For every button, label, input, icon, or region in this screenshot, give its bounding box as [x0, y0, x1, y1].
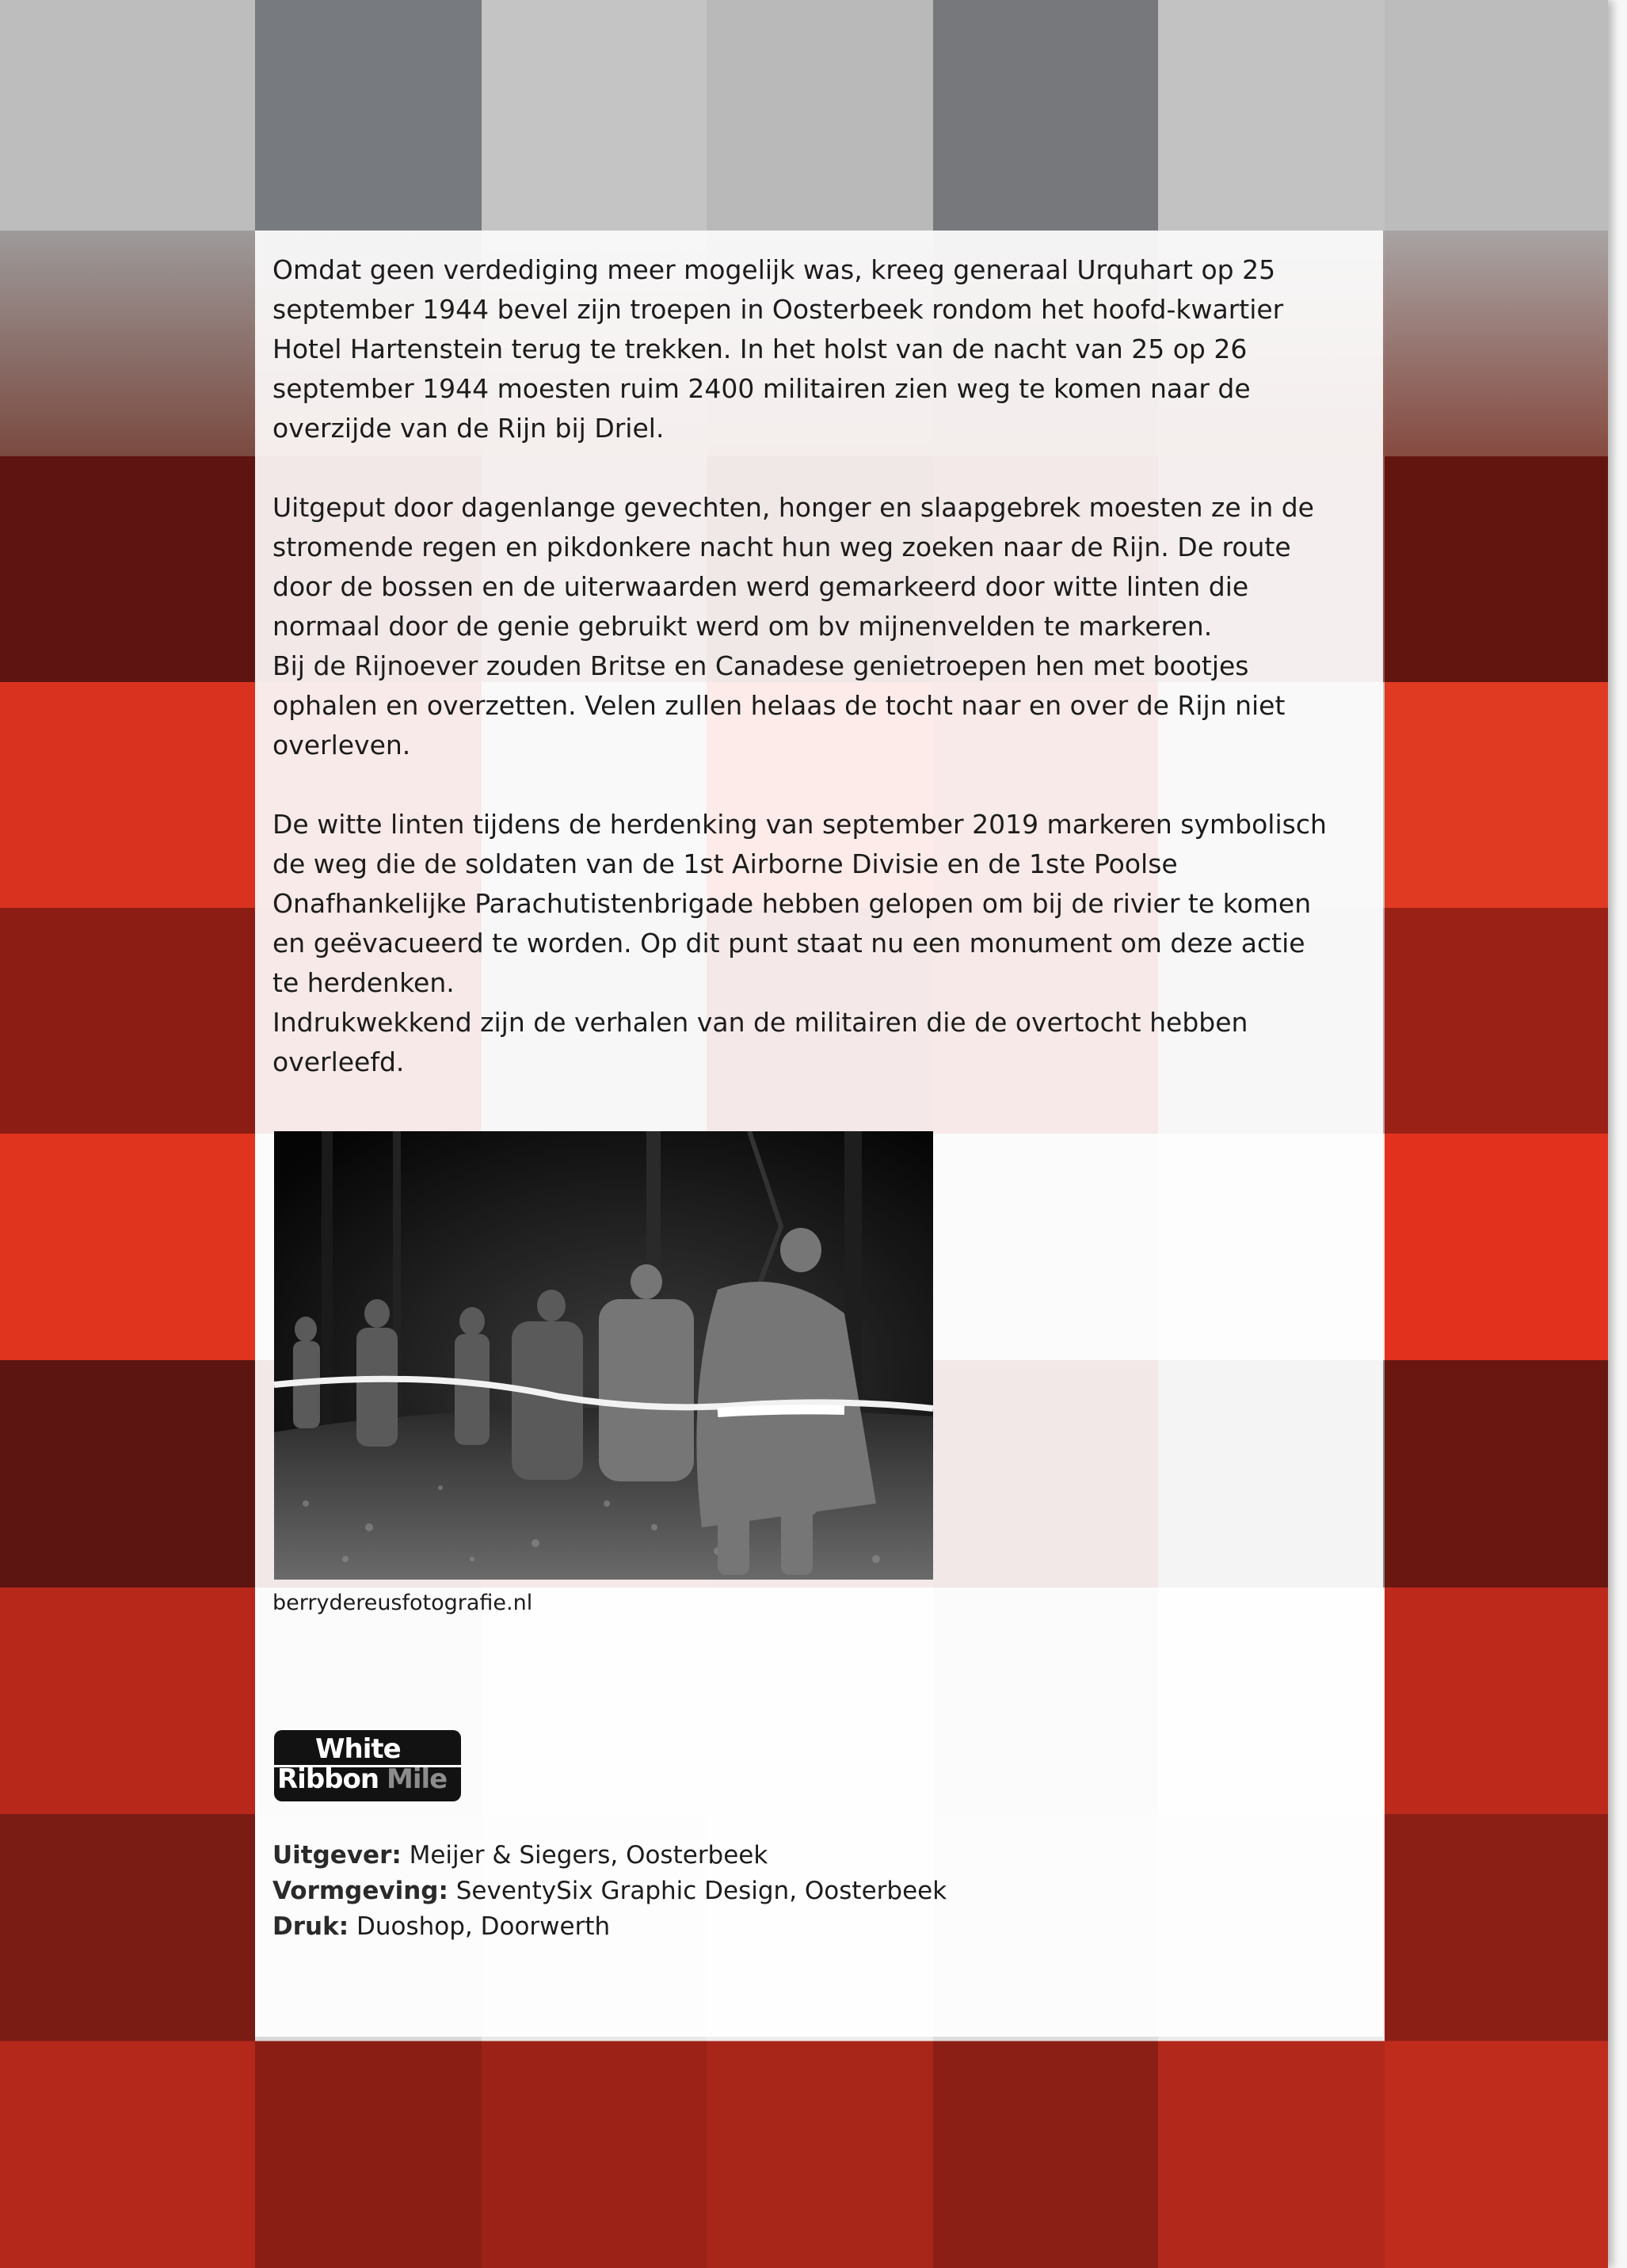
bg-cell [707, 0, 933, 231]
bg-cell [1385, 682, 1608, 908]
bg-cell [1385, 1134, 1608, 1360]
bg-cell [0, 231, 255, 456]
bg-cell [0, 0, 255, 231]
publisher-value: Meijer & Siegers, Oosterbeek [409, 1841, 768, 1870]
bg-cell [0, 908, 255, 1134]
photo-illustration [274, 1131, 933, 1580]
bg-cell [482, 0, 707, 231]
article-text [272, 250, 1334, 1122]
bg-cell [1385, 456, 1608, 682]
publisher-label: Uitgever: [272, 1841, 402, 1870]
logo-text-white: White [315, 1733, 401, 1765]
bg-cell [0, 1360, 255, 1588]
colophon-design [272, 1873, 947, 1909]
print-label: Druk: [272, 1912, 349, 1941]
bg-cell [1385, 908, 1608, 1134]
design-value: SeventySix Graphic Design, Oosterbeek [455, 1877, 947, 1905]
bg-cell [1385, 231, 1608, 456]
bg-cell [0, 682, 255, 908]
design-label: Vormgeving: [272, 1877, 448, 1905]
night-evacuation-photo [274, 1131, 933, 1580]
bg-cell [0, 456, 255, 682]
print-value: Duoshop, Doorwerth [356, 1912, 611, 1941]
bg-cell [1158, 0, 1385, 231]
bg-cell [1385, 1360, 1608, 1588]
paragraph-5: Indrukwekkend zijn de verhalen van de militairen die de overtocht hebben overleefd. [272, 1007, 1248, 1077]
colophon-publisher [272, 1838, 947, 1873]
bg-cell [1385, 0, 1608, 231]
bg-cell [0, 1134, 255, 1360]
colophon-print [272, 1909, 947, 1945]
bg-cell [255, 0, 482, 231]
bg-cell [1385, 1814, 1608, 2268]
colophon [272, 1838, 947, 1945]
photo-credit: berrydereusfotografie.nl [272, 1591, 533, 1615]
white-ribbon-mile-logo [274, 1730, 461, 1801]
paragraph-4: De witte linten tijdens de herdenking van september 2019 markeren symbolisch de weg die de soldaten van de 1st Airborne Divisie en de 1ste Poolse Onafhankelijke Parachutistenbrigade hebben gelopen om bij de rivier te komen en geëvacueerd te worden. Op dit punt staat nu een monument om deze actie te herdenken. [272, 809, 1327, 998]
bg-cell [0, 1588, 255, 1814]
bg-cell [1385, 1588, 1608, 1814]
bg-cell [933, 0, 1158, 231]
paragraph-1: Omdat geen verdediging meer mogelijk was, kreeg generaal Urquhart op 25 september 1944 bevel zijn troepen in Oosterbeek rondom het hoofd-kwartier Hotel Hartenstein terug te trekken. In het holst van de nacht van 25 op 26 september 1944 moesten ruim 2400 militairen zien weg te komen naar de overzijde van de Rijn bij Driel. [272, 254, 1284, 444]
paragraph-2: Uitgeput door dagenlange gevechten, honger en slaapgebrek moesten ze in de stromende regen en pikdonkere nacht hun weg zoeken naar de Rijn. De route door de bossen en de uiterwaarden werd gemarkeerd door witte linten die normaal door de genie gebruikt werd om bv mijnenvelden te markeren. [272, 492, 1314, 642]
logo-text-mile: Mile [387, 1763, 448, 1795]
logo-text-ribbon: Ribbon [277, 1763, 379, 1795]
bg-cell [0, 1814, 255, 2268]
paragraph-3: Bij de Rijnoever zouden Britse en Canadese genietroepen hen met bootjes ophalen en overzetten. Velen zullen helaas de tocht naar en over de Rijn niet overleven. [272, 650, 1286, 760]
